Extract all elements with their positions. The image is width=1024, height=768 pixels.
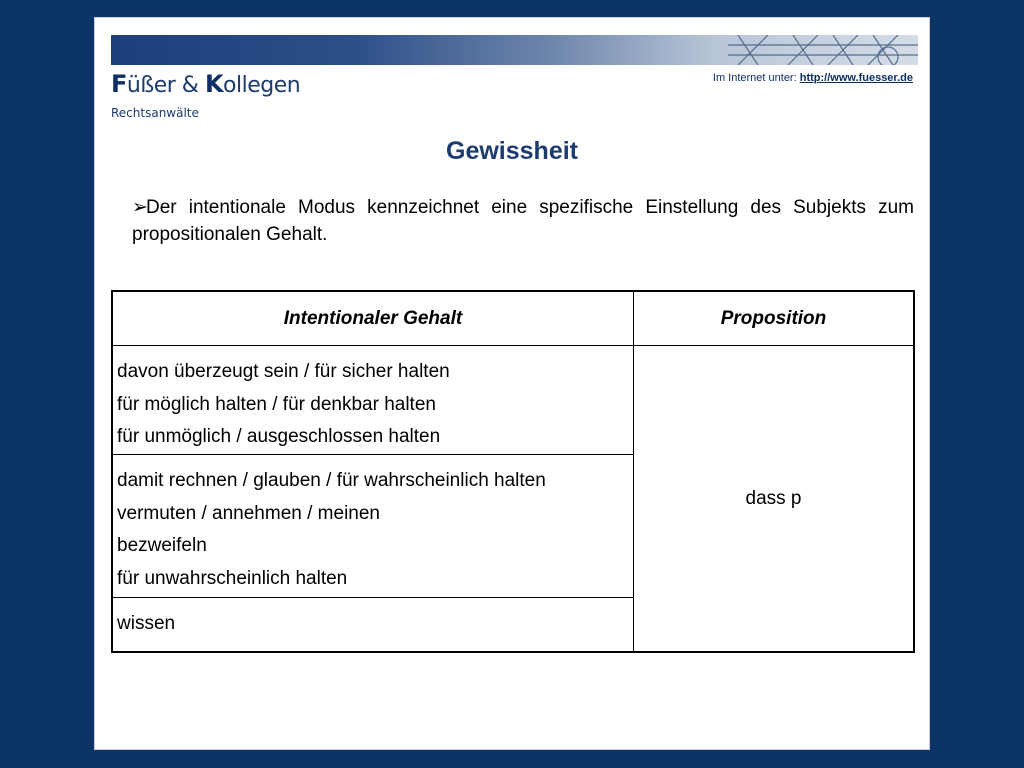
slide — [94, 17, 930, 750]
bullet-point — [132, 194, 914, 248]
table-header-row — [112, 291, 914, 346]
logo-text-1: üßer & — [126, 73, 205, 98]
header-banner — [111, 35, 918, 65]
table-cell-group-2 — [112, 455, 634, 598]
internet-label: Im Internet unter: — [712, 72, 800, 84]
logo-subtitle: Rechtsanwälte — [111, 106, 199, 120]
internet-note — [713, 72, 913, 84]
bullet-text: Der intentionale Modus kennzeichnet eine spezifische Einstellung des Subjekts zum propositionalen Gehalt. — [132, 197, 914, 245]
list-item: wissen — [117, 613, 176, 634]
table-cell-group-1 — [112, 346, 634, 455]
logo-initial-k: K — [204, 70, 224, 98]
list-item: vermuten / annehmen / meinen — [117, 502, 380, 524]
list-item: für unmöglich / ausgeschlossen halten — [117, 426, 441, 447]
logo-title — [111, 70, 300, 98]
website-link[interactable]: http://www.fuesser.de — [799, 72, 913, 84]
mode-table — [111, 290, 915, 653]
tower-image-icon — [588, 35, 918, 65]
header-intentionaler-gehalt: Intentionaler Gehalt — [112, 291, 634, 346]
list-item: für unwahrscheinlich halten — [117, 567, 348, 589]
table-row — [112, 346, 914, 455]
list-item: davon überzeugt sein / für sicher halten — [117, 361, 450, 382]
logo-text-2: ollegen — [223, 73, 301, 98]
proposition-cell: dass p — [634, 346, 915, 653]
list-item: bezweifeln — [117, 535, 207, 556]
arrow-bullet-icon: ➢ — [132, 197, 148, 218]
list-item: damit rechnen / glauben / für wahrscheinlich halten — [117, 470, 546, 491]
page-title: Gewissheit — [446, 137, 578, 165]
table-cell-group-3 — [112, 598, 634, 653]
logo-initial-f: F — [111, 70, 127, 98]
header-proposition: Proposition — [634, 291, 915, 346]
list-item: für möglich halten / für denkbar halten — [117, 393, 436, 415]
